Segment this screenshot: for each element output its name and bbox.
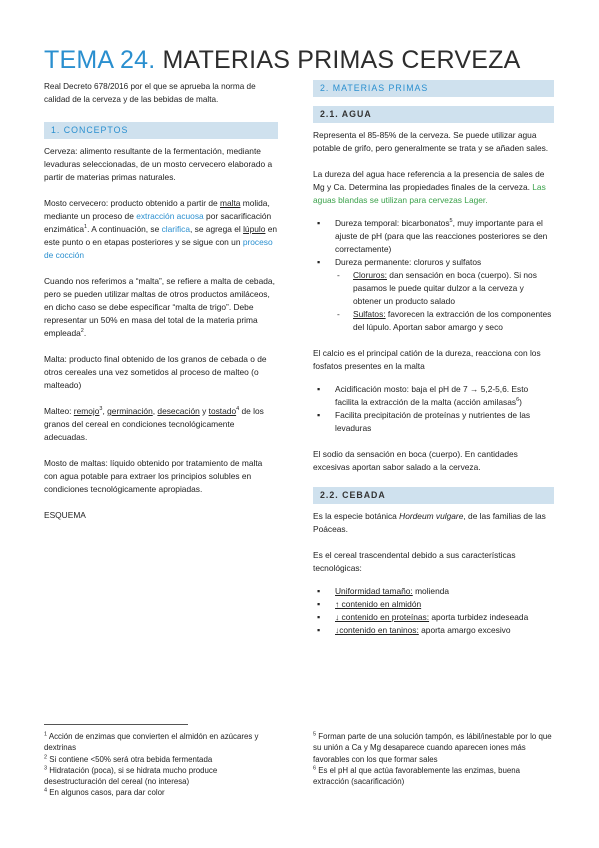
def-cerveza: Cerveza: alimento resultante de la fermentación, mediante levaduras seleccionadas, de un mosto cervecero elaborado a partir de materias primas naturales. (44, 146, 273, 182)
trascendental-text: Es el cereal trascendental debido a sus características tecnológicas: (313, 550, 516, 573)
intro-text: Real Decreto 678/2016 por el que se aprueba la norma de calidad de la cerveza y de las bebidas de malta. (44, 82, 256, 104)
list-item: ▪ Acidificación mosto: baja el pH de 7 → 5,2-5,6. Esto facilita la extracción de la malta (acción amilasas$^6$) (313, 383, 554, 409)
section-conceptos: 1. CONCEPTOS (44, 122, 278, 139)
dureza-list (313, 217, 554, 334)
footnote: $^3$ Hidratación (poca), si se hidrata mucho produce desestructuración del cereal (no interesa) (44, 765, 218, 787)
list-item: ▪ Dureza temporal: bicarbonatos$^5$, muy importante para el ajuste de pH (para que las reacciones posteriores se den correctamente) (313, 217, 554, 256)
list-item: ▪ Uniformidad tamaño: molienda (313, 585, 554, 598)
footnotes-left (44, 731, 274, 799)
def-malta: Malta: producto final obtenido de los granos de cebada o de otros cereales una vez sometidos al proceso de malteo (o malteado) (44, 354, 267, 390)
left-column (44, 80, 278, 522)
list-item: - Sulfatos: favorecen la extracción de los componentes del lúpulo. Aportan sabor amargo y seco (313, 308, 554, 334)
esquema-label: ESQUEMA (44, 510, 86, 520)
list-item: - Cloruros: dan sensación en boca (cuerpo). Si nos pasamos le puede quitar dulzor a la cerveza y obtener un producto salado (313, 269, 554, 308)
subsection-cebada: 2.2. CEBADA (313, 487, 554, 504)
def-malteo: Malteo: remojo$^3$, germinación, desecación y tostado$^4$ de los granos del cereal en condiciones tecnológicamente adecuadas. (44, 406, 264, 442)
footnote: $^4$ En algunos casos, para dar color (44, 787, 165, 798)
footnote-divider (44, 724, 188, 725)
footnotes-right (313, 731, 558, 787)
list-item: ▪ ↓contenido en taninos: aporta amargo excesivo (313, 624, 554, 637)
sodio-text: El sodio da sensación en boca (cuerpo). En cantidades excesivas aportan sabor salado a la cerveza. (313, 449, 518, 472)
footnote: $^2$ Si contiene <50% será otra bebida fermentada (44, 753, 213, 764)
footnote: $^6$ Es el pH al que actúa favorablemente las enzimas, buena extracción (sacarificación) (313, 765, 521, 787)
def-mosto-maltas: Mosto de maltas: líquido obtenido por tratamiento de malta con agua potable para extraer los principios solubles en condiciones tecnológicamente apropiadas. (44, 458, 263, 494)
malta-reference: Cuando nos referimos a “malta”, se refiere a malta de cebada, pero se pueden utilizar maltas de otros productos amiláceos, en dicho caso se debe especificar “malta de trigo”. Debe representar un 50% en masa del total de la materia prima empleada$^2$. (44, 276, 275, 338)
calcio-list (313, 383, 554, 435)
title-text: MATERIAS PRIMAS CERVEZA (162, 46, 521, 74)
list-item: ▪ Facilita precipitación de proteínas y nutrientes de las levaduras (313, 409, 554, 435)
page-title (44, 46, 520, 75)
footnote: $^1$ Acción de enzimas que convierten el almidón en azúcares y dextrinas (44, 731, 259, 753)
footnote: $^5$ Forman parte de una solución tampón, es lábil/inestable por lo que su unión a Ca y Mg desaparece cuando aparecen iones más favorables con los que formar sales (313, 731, 552, 764)
list-item: ▪ ↓ contenido en proteínas: aporta turbidez indeseada (313, 611, 554, 624)
caracteristicas-list (313, 585, 554, 637)
title-number: TEMA 24. (44, 46, 156, 74)
def-mosto-cervecero: Mosto cervecero: producto obtenido a partir de malta molida, mediante un proceso de extracción acuosa por sacarificación enzimática$^1$. A continuación, se clarifica, se agrega el lúpulo en este punto o en etapas posteriores y se sigue con un proceso de cocción (44, 198, 278, 260)
list-item: ▪ Dureza permanente: cloruros y sulfatos (313, 256, 554, 269)
list-item: ▪ ↑ contenido en almidón (313, 598, 554, 611)
agua-text: Representa el 85-85% de la cerveza. Se puede utilizar agua potable de grifo, pero generalmente se trata y se añaden sales. (313, 130, 549, 153)
dureza-text: La dureza del agua hace referencia a la presencia de sales de Mg y Ca. Determina las propiedades finales de la cerveza. Las aguas blandas se utilizan para cervezas Lager. (313, 169, 546, 205)
subsection-agua: 2.1. AGUA (313, 106, 554, 123)
cebada-text: Es la especie botánica Hordeum vulgare, de las familias de las Poáceas. (313, 511, 546, 534)
section-materias-primas: 2. MATERIAS PRIMAS (313, 80, 554, 97)
right-column (313, 80, 554, 637)
calcio-text: El calcio es el principal catión de la dureza, reacciona con los fosfatos presentes en la malta (313, 348, 541, 371)
